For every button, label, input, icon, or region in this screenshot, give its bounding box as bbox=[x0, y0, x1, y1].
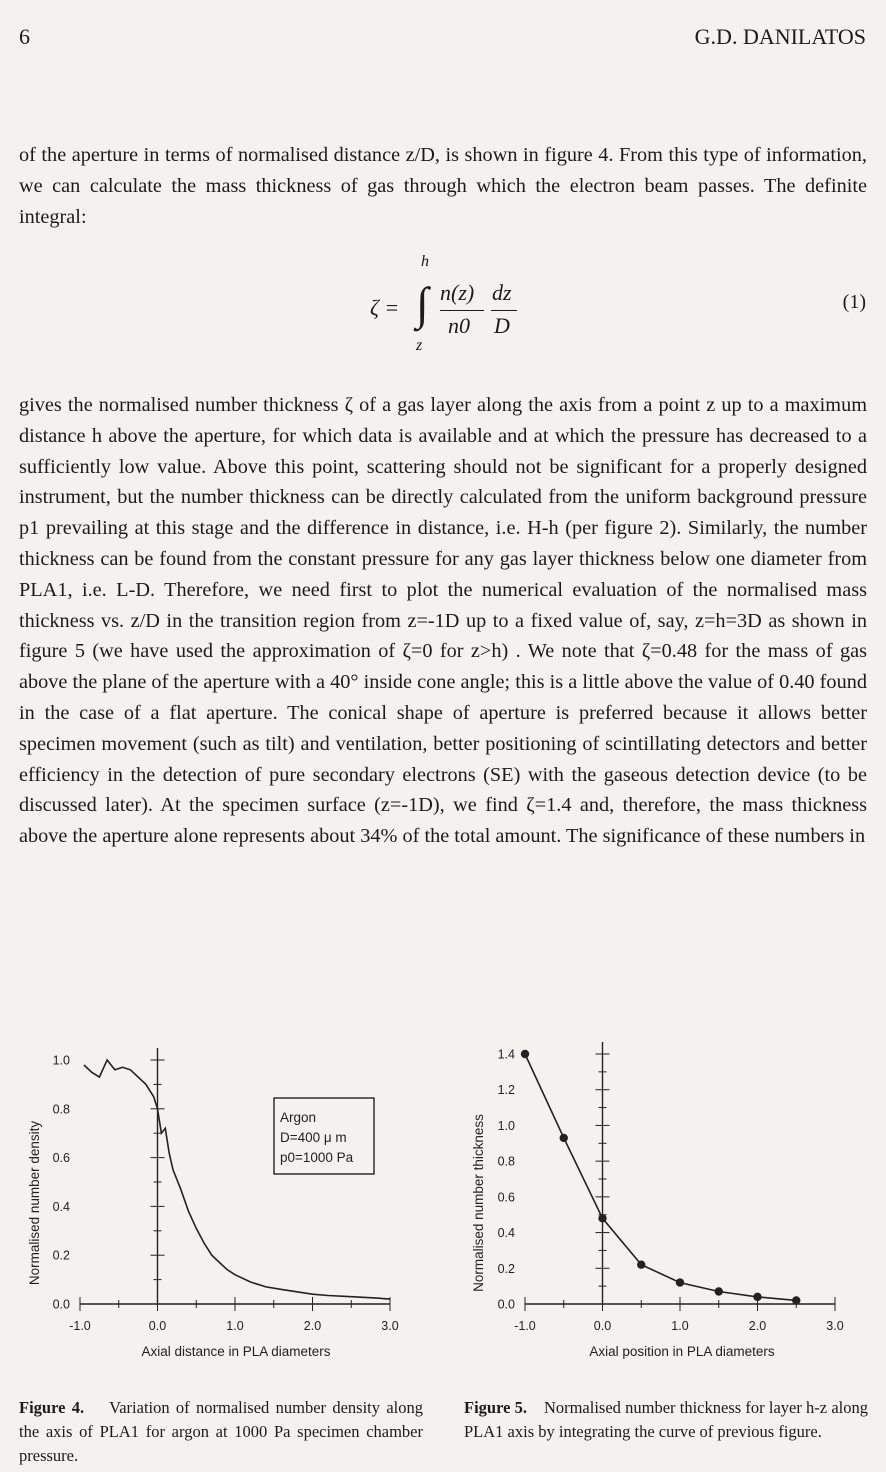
fig5-xlabel: Axial position in PLA diameters bbox=[589, 1344, 775, 1359]
fig5-y-tick-label: 0.2 bbox=[497, 1261, 515, 1276]
integral-sign-icon: ∫ bbox=[416, 278, 429, 329]
fig4-x-tick-label: -1.0 bbox=[69, 1319, 91, 1333]
fig4-x-tick-label: 2.0 bbox=[303, 1319, 322, 1333]
figure-4-caption bbox=[19, 1396, 423, 1468]
figure-5-chart bbox=[462, 1030, 862, 1370]
fig4-caption-label: Figure 4. bbox=[19, 1398, 85, 1417]
fig4-x-tick-label: 0.0 bbox=[148, 1319, 167, 1333]
fig5-y-tick-label: 0.4 bbox=[497, 1226, 515, 1241]
fig4-y-tick-label: 0.6 bbox=[52, 1151, 70, 1166]
fig4-legend-line-1: Argon bbox=[280, 1110, 317, 1125]
fig5-tick-labels bbox=[498, 1048, 844, 1334]
fig4-x-tick-label: 1.0 bbox=[226, 1319, 244, 1333]
paragraph-2: gives the normalised number thickness ζ of a gas layer along the axis from a point z up to a maximum distance h above the aperture, for which data is available and at which the pressure has decreased to a sufficiently low value. Above this point, scattering should not be significant for a properly designed instrument, but the number thickness can be directly calculated from the uniform background pressure p1 prevailing at this stage and the difference in distance, i.e. H-h (per figure 2). Similarly, the number thickness can be found from the constant pressure for any gas layer thickness below one diameter from PLA1, i.e. L-D. Therefore, we need first to plot the numerical evaluation of the normalised mass thickness vs. z/D in the transition region from z=-1D up to a fixed value of, say, z=h=3D as shown in figure 5 (we have used the approximation of ζ=0 for z>h) . We note that ζ=0.48 for the mass of gas above the plane of the aperture with a 40° inside cone angle; this is a little above the value of 0.40 found in the case of a flat aperture. The conical shape of aperture is preferred because it allows better specimen movement (such as tilt) and ventilation, better positioning of scintillating detectors and better efficiency in the detection of pure secondary electrons (SE) with the gaseous detection device (to be discussed later). At the specimen surface (z=-1D), we find ζ=1.4 and, therefore, the mass thickness above the aperture alone represents about 34% of the total amount. The significance of these numbers in bbox=[19, 394, 867, 848]
eq-upper-limit: h bbox=[421, 253, 429, 270]
fig5-data-point bbox=[753, 1293, 761, 1301]
fig5-y-tick-label: 1.2 bbox=[497, 1083, 515, 1098]
fig5-data-point bbox=[676, 1278, 684, 1286]
fig4-axes bbox=[80, 1048, 390, 1311]
fig5-caption-text: Normalised number thickness for layer h-z along PLA1 axis by integrating the curve of previous figure. bbox=[464, 1398, 868, 1441]
fig4-y-tick-label: 0.2 bbox=[52, 1248, 70, 1263]
fig4-ylabel: Normalised number density bbox=[27, 1120, 42, 1286]
eq-fraction-bar-1 bbox=[440, 310, 484, 311]
fig5-ylabel: Normalised number thickness bbox=[471, 1114, 486, 1292]
fig4-tick-labels bbox=[53, 1054, 399, 1334]
figure-5-caption bbox=[464, 1396, 868, 1444]
fig5-y-tick-label: 0.8 bbox=[497, 1154, 515, 1169]
fig4-y-tick-label: 1.0 bbox=[52, 1053, 70, 1068]
fig5-x-tick-label: 2.0 bbox=[748, 1319, 767, 1333]
fig5-y-tick-label: 0.6 bbox=[497, 1190, 515, 1205]
eq-lhs: ζ = bbox=[370, 295, 400, 320]
fig5-data-point bbox=[637, 1261, 645, 1269]
equation-number: (1) bbox=[842, 291, 866, 313]
eq-lower-limit: z bbox=[416, 337, 423, 354]
fig4-y-tick-label: 0.4 bbox=[52, 1199, 70, 1214]
fig5-axes bbox=[525, 1042, 835, 1311]
eq-fraction-bar-2 bbox=[491, 310, 517, 311]
fig5-y-tick-label: 1.4 bbox=[497, 1047, 515, 1062]
fig5-data-point bbox=[715, 1287, 723, 1295]
fig4-caption-text: Variation of normalised number density along the axis of PLA1 for argon at 1000 Pa specimen chamber pressure. bbox=[19, 1398, 423, 1465]
fig4-series-line bbox=[84, 1060, 390, 1299]
fig5-data-point bbox=[598, 1214, 606, 1222]
fig5-x-tick-label: 0.0 bbox=[593, 1319, 612, 1333]
paragraph-1: of the aperture in terms of normalised distance z/D, is shown in figure 4. From this type of information, we can calculate the mass thickness of gas through which the electron beam passes. The definite integral: bbox=[19, 144, 867, 228]
eq-numerator-2: dz bbox=[492, 280, 512, 305]
fig5-data-point bbox=[521, 1050, 529, 1058]
fig4-y-tick-label: 0.0 bbox=[52, 1297, 70, 1312]
fig5-y-tick-label: 1.0 bbox=[497, 1118, 515, 1133]
figure-4-chart bbox=[18, 1030, 418, 1370]
fig5-x-tick-label: 3.0 bbox=[826, 1319, 844, 1333]
eq-denominator-2: D bbox=[494, 313, 510, 338]
fig5-x-tick-label: 1.0 bbox=[671, 1319, 689, 1333]
fig5-caption-label: Figure 5. bbox=[464, 1398, 528, 1417]
fig5-data-point bbox=[792, 1296, 800, 1304]
fig5-x-tick-label: -1.0 bbox=[514, 1319, 536, 1333]
running-header-author: G.D. DANILATOS bbox=[694, 24, 866, 49]
fig4-legend-line-3: p0=1000 Pa bbox=[280, 1150, 354, 1165]
fig5-data-point bbox=[560, 1134, 568, 1142]
integral-equation bbox=[370, 255, 570, 355]
eq-numerator-1: n(z) bbox=[440, 280, 475, 305]
page-number: 6 bbox=[19, 24, 30, 49]
fig4-legend-line-2: D=400 μ m bbox=[280, 1130, 347, 1145]
fig4-y-tick-label: 0.8 bbox=[52, 1102, 70, 1117]
fig4-xlabel: Axial distance in PLA diameters bbox=[141, 1344, 331, 1359]
fig4-series bbox=[84, 1060, 390, 1299]
fig4-x-tick-label: 3.0 bbox=[381, 1319, 399, 1333]
fig5-y-tick-label: 0.0 bbox=[497, 1297, 515, 1312]
eq-denominator-1: n0 bbox=[448, 313, 470, 338]
fig5-series bbox=[521, 1050, 801, 1305]
fig5-series-line bbox=[525, 1054, 796, 1300]
